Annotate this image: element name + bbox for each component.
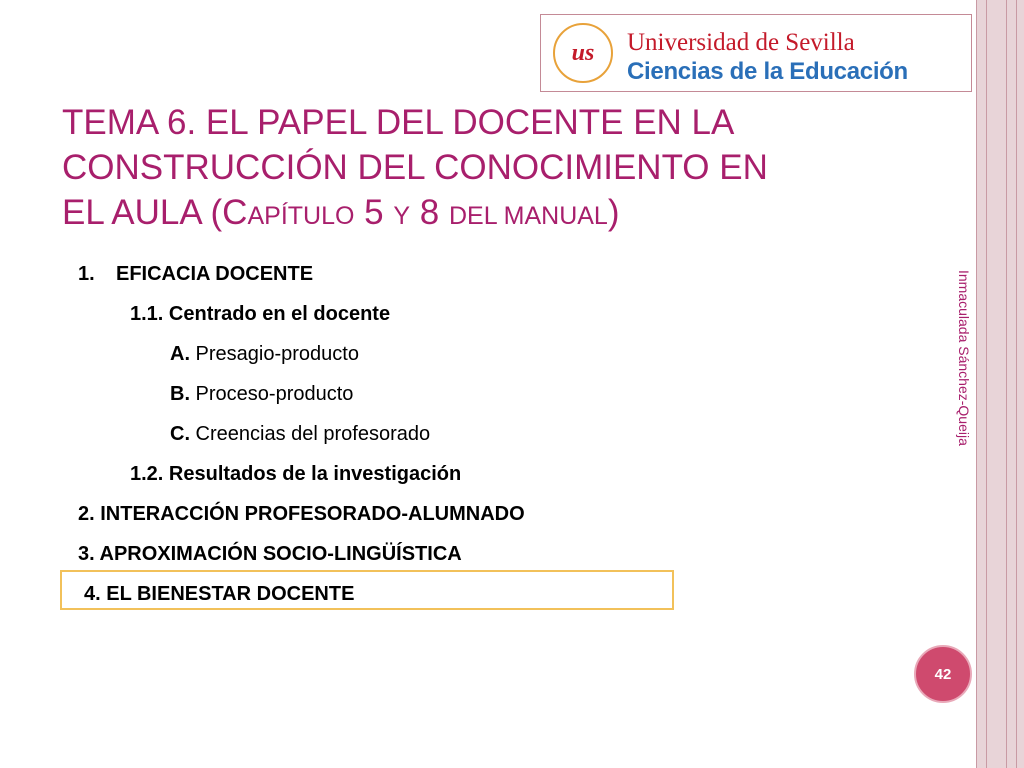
title-line-3-mid: 5 xyxy=(354,193,394,232)
band-line xyxy=(986,0,987,768)
title-smallcaps-manual: DEL MANUAL xyxy=(448,202,608,230)
university-seal-icon xyxy=(553,23,613,83)
current-section-highlight xyxy=(60,570,674,610)
outline-item-c-letter: C. xyxy=(170,423,190,445)
university-name: Universidad de Sevilla xyxy=(627,29,855,56)
faculty-name: Ciencias de la Educación xyxy=(627,58,908,85)
outline-item-4: 4. EL BIENESTAR DOCENTE xyxy=(84,583,355,605)
title-line-3-mid2: 8 xyxy=(410,193,449,232)
title-line-3-start: EL AULA (C xyxy=(62,193,248,232)
author-name: Inmaculada Sánchez-Queija xyxy=(956,270,972,446)
band-line xyxy=(1006,0,1007,768)
outline-item-3: 3. APROXIMACIÓN SOCIO-LINGÜÍSTICA xyxy=(78,543,462,565)
page-number-badge: 42 xyxy=(914,645,972,703)
outline-item-c xyxy=(78,414,678,454)
outline-item-2: 2. INTERACCIÓN PROFESORADO-ALUMNADO xyxy=(78,503,525,525)
outline-item-1-number: 1. xyxy=(78,263,95,285)
seal-monogram: us xyxy=(571,39,595,66)
outline-item-a-letter: A. xyxy=(170,343,190,365)
title-smallcaps-capitulo: APÍTULO xyxy=(247,202,355,230)
outline-item-1 xyxy=(78,254,678,294)
band-line xyxy=(1016,0,1017,768)
title-line-2: CONSTRUCCIÓN DEL CONOCIMIENTO EN xyxy=(62,148,768,187)
band-line xyxy=(976,0,977,768)
slide-outline xyxy=(78,254,678,614)
outline-item-1-2: 1.2. Resultados de la investigación xyxy=(130,463,462,485)
outline-item-a xyxy=(78,334,678,374)
title-line-1: TEMA 6. EL PAPEL DEL DOCENTE EN LA xyxy=(62,103,735,142)
outline-item-c-text: Creencias del profesorado xyxy=(190,423,431,445)
title-line-3-end: ) xyxy=(607,193,620,232)
outline-item-b-text: Proceso-producto xyxy=(190,383,354,405)
outline-item-b xyxy=(78,374,678,414)
outline-item-1-1: 1.1. Centrado en el docente xyxy=(130,303,391,325)
outline-item-b-letter: B. xyxy=(170,383,190,405)
slide-title xyxy=(62,100,882,239)
outline-item-1-label: EFICACIA DOCENTE xyxy=(116,263,314,285)
university-logo xyxy=(540,14,972,92)
outline-item-a-text: Presagio-producto xyxy=(190,343,359,365)
title-smallcaps-y: Y xyxy=(393,202,411,230)
